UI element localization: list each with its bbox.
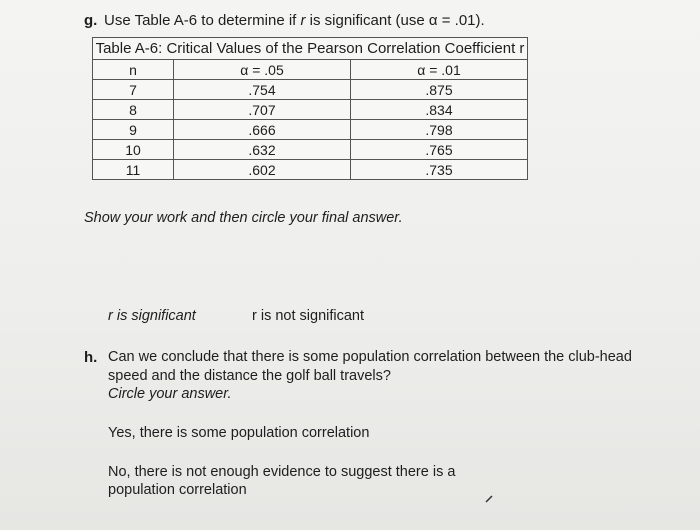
cell-alpha-01: .765 [351, 140, 528, 160]
cell-n: 10 [93, 140, 174, 160]
cell-alpha-01: .735 [351, 160, 528, 180]
header-alpha-01: α = .01 [351, 60, 528, 80]
header-n: n [93, 60, 174, 80]
option-no-line1: No, there is not enough evidence to suggest there is a [108, 464, 456, 480]
question-g-text [104, 12, 485, 29]
cell-alpha-05: .666 [174, 120, 351, 140]
cell-alpha-01: .834 [351, 100, 528, 120]
table-row [93, 100, 528, 120]
option-no-line2: population correlation [108, 482, 247, 498]
cell-n: 11 [93, 160, 174, 180]
question-h-line1: Can we conclude that there is some population correlation between the club-head [108, 349, 632, 365]
cell-alpha-05: .632 [174, 140, 351, 160]
question-h-line2: speed and the distance the golf ball travels? [108, 368, 391, 384]
option-no-correlation[interactable] [108, 464, 455, 498]
question-g-suffix: is significant (use α = .01). [305, 12, 485, 29]
option-r-significant[interactable] [108, 308, 196, 324]
question-g-prefix: Use Table A-6 to determine if [104, 12, 301, 29]
option-not-significant-text: r is not significant [252, 308, 365, 324]
question-g-label: g. [84, 12, 98, 29]
table-title: Table A-6: Critical Values of the Pearson Correlation Coefficient r [93, 38, 528, 60]
cell-alpha-05: .754 [174, 80, 351, 100]
table-row [93, 140, 528, 160]
option-significant-text: r is significant [108, 308, 196, 324]
table-row [93, 160, 528, 180]
option-r-not-significant[interactable] [252, 308, 364, 324]
cell-n: 9 [93, 120, 174, 140]
option-yes-correlation[interactable]: Yes, there is some population correlation [108, 425, 370, 441]
cell-n: 8 [93, 100, 174, 120]
question-h-label: h. [84, 349, 98, 366]
table-title-row [93, 38, 528, 60]
cell-alpha-01: .875 [351, 80, 528, 100]
work-instruction: Show your work and then circle your final answer. [84, 210, 403, 226]
cell-n: 7 [93, 80, 174, 100]
question-h-line3: Circle your answer. [108, 386, 232, 402]
table-row [93, 80, 528, 100]
cell-alpha-05: .707 [174, 100, 351, 120]
cell-alpha-01: .798 [351, 120, 528, 140]
table-header-row [93, 60, 528, 80]
header-alpha-05: α = .05 [174, 60, 351, 80]
critical-values-table [92, 37, 528, 180]
pen-mark-icon [484, 494, 494, 504]
question-g-variable: r [300, 12, 306, 29]
table-row [93, 120, 528, 140]
cell-alpha-05: .602 [174, 160, 351, 180]
